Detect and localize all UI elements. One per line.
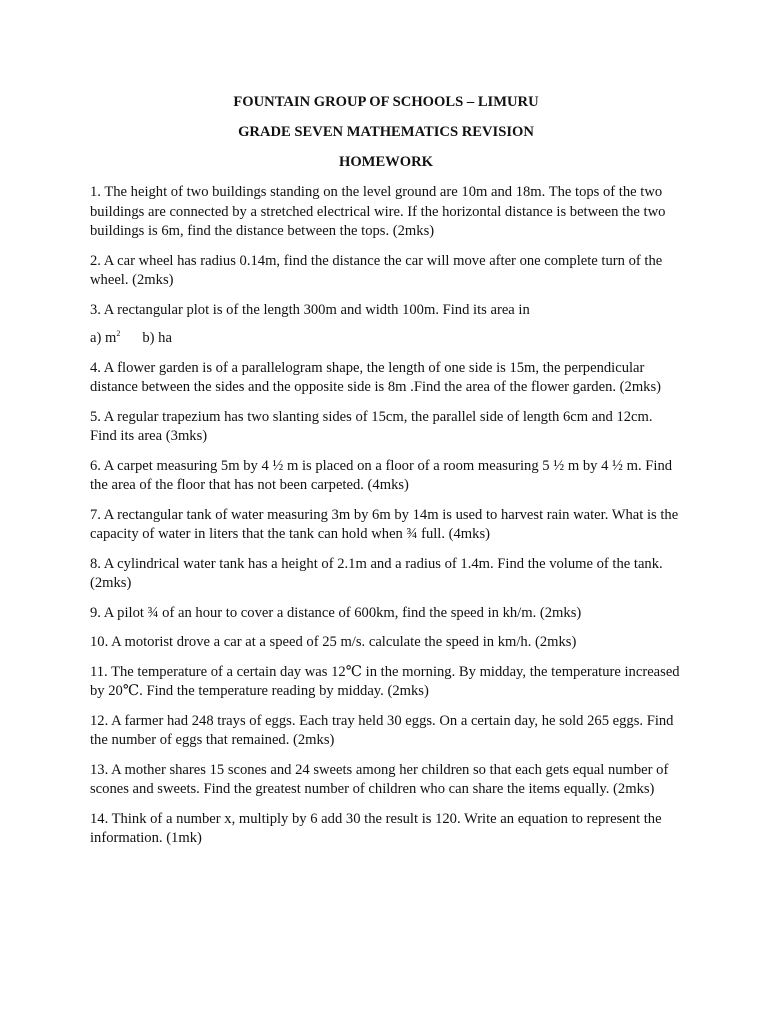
homework-heading: HOMEWORK: [338, 154, 434, 170]
question-5: 5. A regular trapezium has two slanting sides of 15cm, the parallel side of length 6cm and 12cm. Find its area (3mks): [90, 408, 653, 444]
question-10: 10. A motorist drove a car at a speed of 25 m/s. calculate the speed in km/h. (2mks): [90, 634, 577, 650]
question-3-part-a-label: a) m: [90, 330, 117, 346]
question-12: 12. A farmer had 248 trays of eggs. Each tray held 30 eggs. On a certain day, he sold 265 eggs. Find the number of eggs that remained. (2mks): [90, 712, 674, 748]
question-3: 3. A rectangular plot is of the length 300m and width 100m. Find its area in: [90, 301, 530, 318]
question-8: 8. A cylindrical water tank has a height of 2.1m and a radius of 1.4m. Find the volume of the tank. (2mks): [90, 555, 663, 591]
school-name-heading: FOUNTAIN GROUP OF SCHOOLS – LIMURU: [233, 94, 539, 110]
document-page: [90, 93, 682, 859]
question-3-part-b: b) ha: [142, 330, 172, 346]
question-3-part-a: [90, 330, 120, 346]
question-3-part-a-superscript: 2: [116, 329, 121, 338]
question-2: 2. A car wheel has radius 0.14m, find the distance the car will move after one complete turn of the wheel. (2mks): [90, 252, 663, 288]
question-4: 4. A flower garden is of a parallelogram shape, the length of one side is 15m, the perpendicular distance between the sides and the opposite side is 8m .Find the area of the flower garden. (2mks): [90, 359, 662, 395]
question-13: 13. A mother shares 15 scones and 24 sweets among her children so that each gets equal number of scones and sweets. Find the greatest number of children who can share the items equally. (2mks): [90, 761, 669, 797]
question-1: 1. The height of two buildings standing on the level ground are 10m and 18m. The tops of the two buildings are connected by a stretched electrical wire. If the horizontal distance is between the two buildings is 6m, find the distance between the tops. (2mks): [90, 184, 666, 239]
question-6: 6. A carpet measuring 5m by 4 ½ m is placed on a floor of a room measuring 5 ½ m by 4 ½ m. Find the area of the floor that has not been carpeted. (4mks): [90, 457, 673, 493]
question-14: 14. Think of a number x, multiply by 6 add 30 the result is 120. Write an equation to represent the information. (1mk): [90, 810, 662, 846]
question-9: 9. A pilot ¾ of an hour to cover a distance of 600km, find the speed in kh/m. (2mks): [90, 604, 582, 621]
question-11: 11. The temperature of a certain day was 12℃ in the morning. By midday, the temperature increased by 20℃. Find the temperature reading by midday. (2mks): [90, 663, 680, 699]
subject-heading: GRADE SEVEN MATHEMATICS REVISION: [238, 124, 534, 140]
question-3-parts: [90, 329, 682, 349]
question-7: 7. A rectangular tank of water measuring 3m by 6m by 14m is used to harvest rain water. What is the capacity of water in liters that the tank can hold when ¾ full. (4mks): [90, 506, 679, 542]
